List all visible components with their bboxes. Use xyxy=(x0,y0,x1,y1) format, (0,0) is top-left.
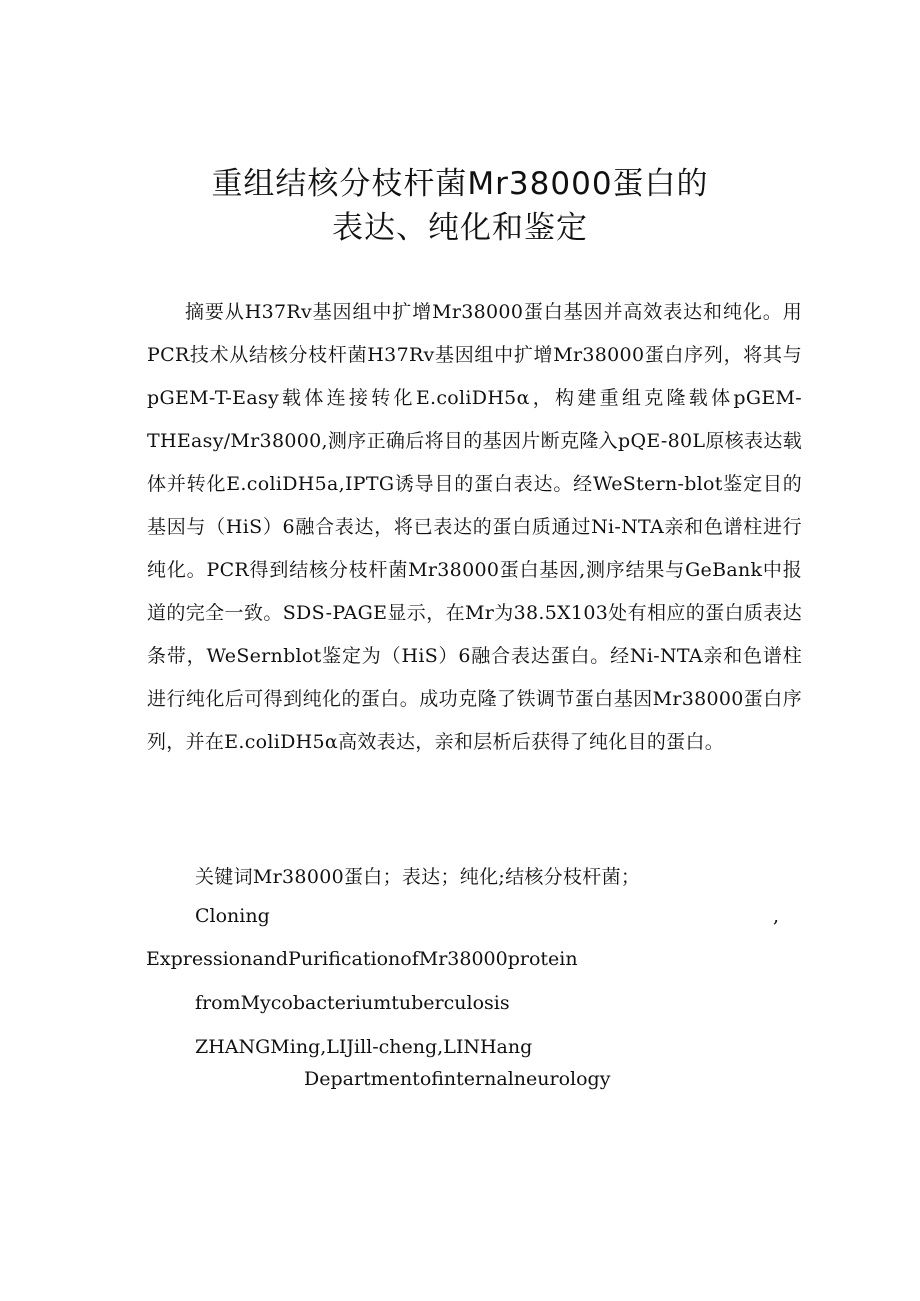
english-title-part-3: fromMycobacteriumtuberculosis xyxy=(195,992,510,1014)
english-title-comma: , xyxy=(773,905,780,927)
authors-line: ZHANGMing,LIJill-cheng,LINHang xyxy=(195,1036,533,1058)
abstract-paragraph: 摘要从H37Rv基因组中扩增Mr38000蛋白基因并高效表达和纯化。用PCR技术从结核分枝杆菌H37Rv基因组中扩增Mr38000蛋白序列，将其与pGEM-T-Easy载体连接转化E.coliDH5α，构建重组克隆载体pGEM-THEasy/Mr38000,测序正确后将目的基因片断克隆入pQE-80L原核表达载体并转化E.coliDH5a,IPTG诱导目的蛋白表达。经WeStern-blot鉴定目的基因与（HiS）6融合表达，将已表达的蛋白质通过Ni-NTA亲和色谱柱进行纯化。PCR得到结核分枝杆菌Mr38000蛋白基因,测序结果与GeBank中报道的完全一致。SDS-PAGE显示，在Mr为38.5X103处有相应的蛋白质表达条带，WeSernblot鉴定为（HiS）6融合表达蛋白。经Ni-NTA亲和色谱柱进行纯化后可得到纯化的蛋白。成功克隆了铁调节蛋白基因Mr38000蛋白序列，并在E.coliDH5α高效表达，亲和层析后获得了纯化目的蛋白。 xyxy=(147,301,802,753)
english-title-part-2: ExpressionandPurificationofMr38000protein xyxy=(146,948,578,970)
english-title-part-1: Cloning xyxy=(195,905,270,927)
paper-title-line-1: 重组结核分枝杆菌Mr38000蛋白的 xyxy=(211,166,709,202)
keywords-line: 关键词Mr38000蛋白；表达；纯化;结核分枝杆菌； xyxy=(195,866,641,888)
department-line: Departmentofinternalneurology xyxy=(304,1068,611,1090)
paper-title-line-2: 表达、纯化和鉴定 xyxy=(332,210,588,246)
